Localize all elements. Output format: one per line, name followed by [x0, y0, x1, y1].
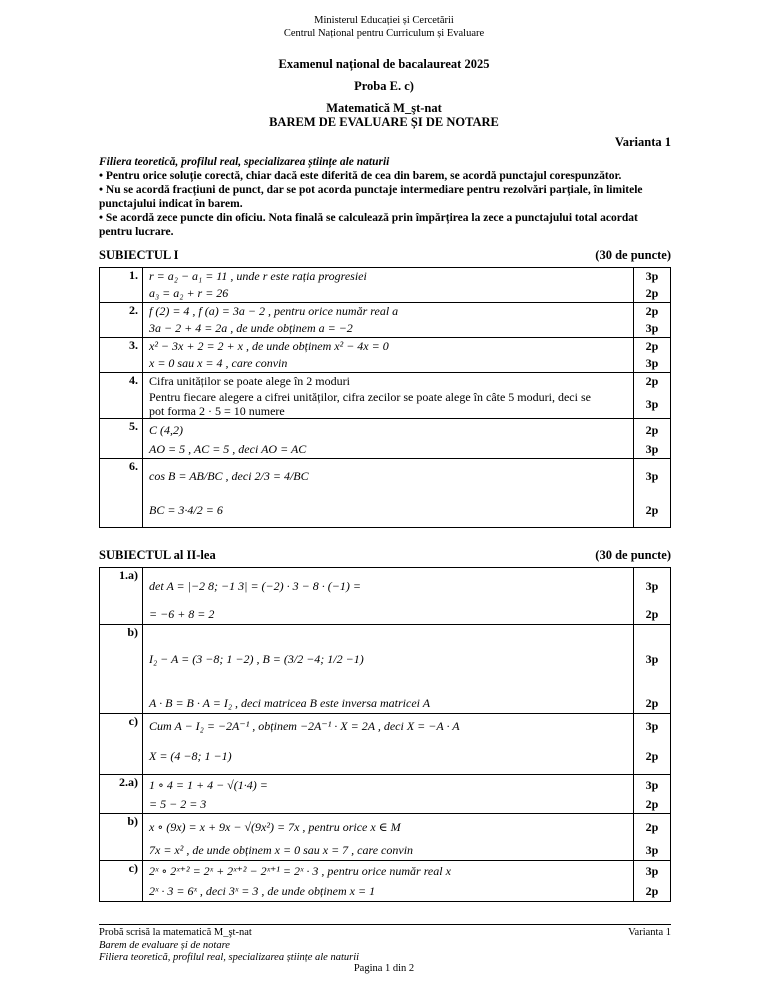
item-number: b) [100, 814, 143, 861]
table-row [100, 419, 671, 459]
instructions [99, 155, 671, 239]
solution-line: = 5 − 2 = 3 [149, 797, 207, 811]
solution-cell [143, 861, 634, 902]
solution-cell [143, 338, 634, 373]
solution-line: r = a₂ − a₁ = 11 , unde r este rația progresiei [149, 269, 367, 283]
ministry-name: Ministerul Educației și Cercetării [314, 15, 454, 26]
solution-cell [143, 268, 634, 303]
page-number: Pagina 1 din 2 [353, 963, 415, 974]
points: 2p [645, 374, 659, 388]
item-number: 2.a) [100, 775, 143, 814]
solution-line: 1 ∘ 4 = 1 + 4 − √(1·4) = [149, 778, 268, 792]
points: 3p [645, 579, 659, 593]
table-row [100, 338, 671, 373]
table-row [100, 373, 671, 419]
barem-title: BAREM DE EVALUARE ȘI DE NOTARE [269, 115, 499, 129]
solution-cell [143, 373, 634, 419]
variant-label: Varianta 1 [614, 135, 671, 149]
item-number: 1.a) [100, 568, 143, 625]
points: 3p [645, 469, 659, 483]
footer-variant: Varianta 1 [628, 927, 671, 938]
points-cell [634, 775, 671, 814]
points: 3p [645, 864, 659, 878]
points: 2p [645, 820, 659, 834]
solution-line: x = 0 sau x = 4 , care convin [149, 356, 288, 370]
solution-line: C (4,2) [149, 423, 183, 437]
points: 3p [645, 321, 659, 335]
solution-line: cos B = AB/BC , deci 2/3 = 4/BC [149, 469, 309, 483]
solution-line: A · B = B · A = I₂ , deci matricea B este inversa matricei A [149, 696, 431, 710]
exam-title: Examenul național de bacalaureat 2025 [278, 57, 490, 71]
subject-2-table [99, 567, 671, 902]
points: 2p [645, 423, 659, 437]
solution-cell [143, 568, 634, 625]
points-cell [634, 568, 671, 625]
solution-line: Pentru fiecare alegere a cifrei unităților, cifra zecilor se poate alege în câte 5 moduri, deci se [149, 390, 591, 404]
points-cell [634, 303, 671, 338]
subject-1-heading [99, 248, 671, 263]
item-number: c) [100, 714, 143, 775]
points: 3p [645, 778, 659, 792]
points: 3p [645, 652, 659, 666]
points: 2p [645, 884, 659, 898]
points-cell [634, 459, 671, 528]
solution-cell [143, 775, 634, 814]
table-row [100, 459, 671, 528]
points: 2p [645, 339, 659, 353]
solution-line: det A = |−2 8; −1 3| = (−2) · 3 − 8 · (−1) = [149, 579, 361, 593]
institution-header [0, 14, 768, 40]
table-row [100, 775, 671, 814]
subject-name: Matematică M_şt-nat [326, 101, 442, 115]
solution-line: = −6 + 8 = 2 [149, 607, 215, 621]
points-cell [634, 861, 671, 902]
points: 3p [645, 356, 659, 370]
points: 2p [645, 797, 659, 811]
solution-line: I₂ − A = (3 −8; 1 −2) , B = (3/2 −4; 1/2 −1) [149, 652, 364, 666]
table-row [100, 861, 671, 902]
table-row [100, 814, 671, 861]
solution-line: Cum A − I₂ = −2A⁻¹ , obținem −2A⁻¹ · X = 2A , deci X = −A · A [149, 719, 460, 733]
table-row [100, 268, 671, 303]
item-number: 3. [100, 338, 143, 373]
item-number: 1. [100, 268, 143, 303]
points-cell [634, 814, 671, 861]
points: 2p [645, 304, 659, 318]
points-cell [634, 714, 671, 775]
filiera-text: Filiera teoretică, profilul real, specializarea științe ale naturii [99, 156, 390, 168]
table-row [100, 303, 671, 338]
solution-line: BC = 3·4/2 = 6 [149, 503, 223, 517]
points: 2p [645, 503, 659, 517]
solution-cell [143, 814, 634, 861]
item-number: c) [100, 861, 143, 902]
item-number: 2. [100, 303, 143, 338]
solution-cell [143, 625, 634, 714]
points: 2p [645, 286, 659, 300]
solution-cell [143, 303, 634, 338]
solution-line: a₃ = a₂ + r = 26 [149, 286, 229, 300]
points: 3p [645, 442, 659, 456]
points-cell [634, 419, 671, 459]
points: 2p [645, 696, 659, 710]
points: 3p [645, 843, 659, 857]
solution-cell [143, 714, 634, 775]
subject-title [0, 101, 768, 116]
table-row [100, 568, 671, 625]
solution-line: pot forma 2 · 5 = 10 numere [149, 404, 285, 418]
item-number: 4. [100, 373, 143, 419]
footer-line: Probă scrisă la matematică M_şt-nat [99, 927, 252, 938]
footer-line: Barem de evaluare și de notare [99, 939, 230, 951]
solution-line: f (2) = 4 , f (a) = 3a − 2 , pentru orice număr real a [149, 304, 399, 318]
solution-line: X = (4 −8; 1 −1) [149, 749, 232, 763]
solution-line: 2ˣ ∘ 2ˣ⁺² = 2ˣ + 2ˣ⁺² − 2ˣ⁺¹ = 2ˣ · 3 , pentru orice număr real x [149, 864, 451, 878]
item-number: 6. [100, 459, 143, 528]
points-cell [634, 373, 671, 419]
item-number: b) [100, 625, 143, 714]
points-cell [634, 338, 671, 373]
footer-line: Filiera teoretică, profilul real, specializarea științe ale naturii [99, 952, 360, 963]
points: 2p [645, 749, 659, 763]
points-cell [634, 625, 671, 714]
table-row [100, 625, 671, 714]
solution-line: 7x = x² , de unde obținem x = 0 sau x = 7 , care convin [149, 843, 414, 857]
instruction-item: • Pentru orice soluție corectă, chiar dacă este diferită de cea din barem, se acordă punctajul corespunzător. [99, 170, 622, 182]
subject-2-points: (30 de puncte) [595, 548, 671, 562]
subject-1-table [99, 267, 671, 528]
points-cell [634, 268, 671, 303]
table-row [100, 714, 671, 775]
solution-line: 3a − 2 + 4 = 2a , de unde obținem a = −2 [149, 321, 353, 335]
page-footer [99, 924, 671, 965]
instruction-item: • Nu se acordă fracțiuni de punct, dar se pot acorda punctaje intermediare pentru rezolvări parțiale, în limitele punctajului indicat în barem. [99, 184, 643, 210]
probe-title: Proba E. c) [354, 79, 414, 93]
points: 3p [645, 269, 659, 283]
subject-2-title: SUBIECTUL al II-lea [99, 548, 216, 562]
instruction-item: • Se acordă zece puncte din oficiu. Nota finală se calculează prin împărțirea la zece a punctajului total acordat pentru lucrare. [99, 212, 638, 238]
points: 3p [645, 719, 659, 733]
subject-1-title: SUBIECTUL I [99, 248, 179, 262]
subject-1-points: (30 de puncte) [595, 248, 671, 262]
points: 2p [645, 607, 659, 621]
solution-line: Cifra unităților se poate alege în 2 moduri [149, 374, 350, 388]
solution-line: AO = 5 , AC = 5 , deci AO = AC [149, 442, 307, 456]
solution-cell [143, 419, 634, 459]
item-number: 5. [100, 419, 143, 459]
center-name: Centrul Național pentru Curriculum și Evaluare [283, 28, 485, 39]
solution-cell [143, 459, 634, 528]
points: 3p [645, 397, 659, 411]
subject-2-heading [99, 548, 671, 563]
solution-line: x² − 3x + 2 = 2 + x , de unde obținem x² − 4x = 0 [149, 339, 389, 353]
solution-line: x ∘ (9x) = x + 9x − √(9x²) = 7x , pentru orice x ∈ M [149, 820, 401, 834]
solution-line: 2ˣ · 3 = 6ˣ , deci 3ˣ = 3 , de unde obținem x = 1 [149, 884, 376, 898]
